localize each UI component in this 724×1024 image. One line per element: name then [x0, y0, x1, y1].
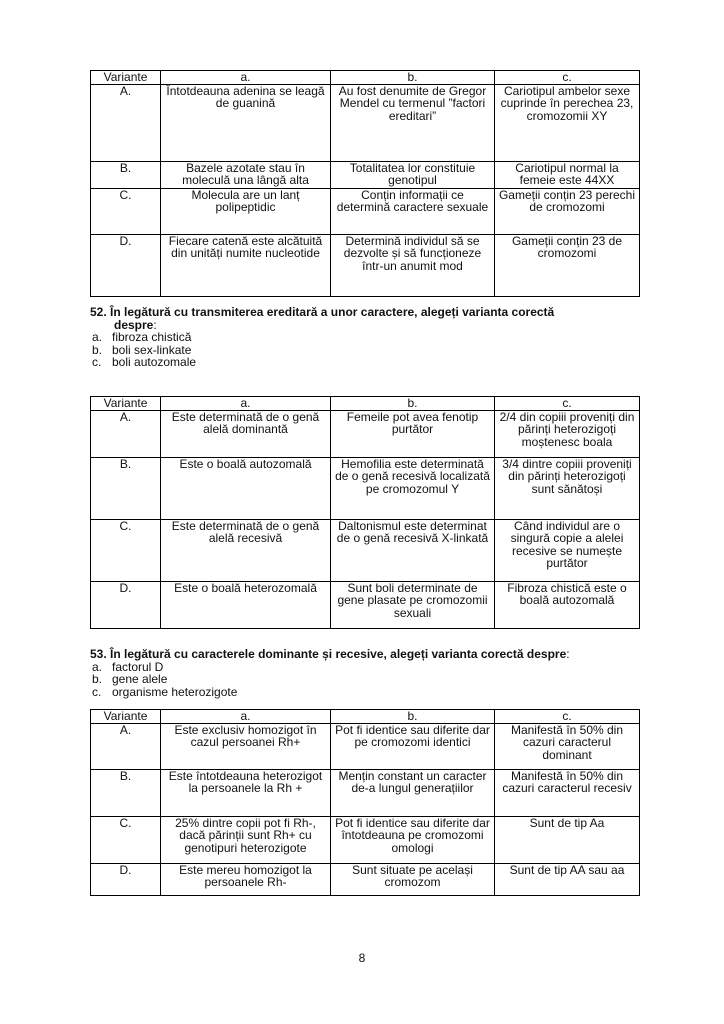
- table-cell: Sunt boli determinate de gene plasate pe cromozomii sexuali: [331, 581, 495, 628]
- table-cell: Este exclusiv homozigot în cazul persoanei Rh+: [161, 723, 331, 769]
- question-number: 52.: [90, 305, 107, 319]
- option-label: c.: [92, 684, 102, 699]
- option-label: b.: [92, 342, 103, 357]
- question-text: În legătură cu caracterele dominante și recesive, alegeți varianta corectă despre: [110, 647, 567, 661]
- header-cell: c.: [495, 71, 640, 85]
- variant-cell: A.: [91, 410, 161, 457]
- header-cell: a.: [161, 71, 331, 85]
- table-cell: Când individul are o singură copie a alelei recesive se numește purtător: [495, 519, 640, 581]
- table-cell: Daltonismul este determinat de o genă recesivă X-linkată: [331, 519, 495, 581]
- table-row: [91, 519, 640, 581]
- table-cell: Sunt de tip Aa: [495, 816, 640, 863]
- table-cell: Este o boală autozomală: [161, 457, 331, 519]
- table-row: [91, 188, 640, 234]
- option-label: c.: [92, 355, 102, 370]
- table-cell: Sunt situate pe același cromozom: [331, 863, 495, 895]
- question-colon: :: [566, 647, 570, 661]
- table-header-row: [91, 710, 640, 724]
- table-cell: Determină individul să se dezvolte și să funcționeze într-un anumit mod: [331, 234, 495, 296]
- option-text: boli sex-linkate: [112, 342, 192, 357]
- table-cell: Pot fi identice sau diferite dar întotdeauna pe cromozomi omologi: [331, 816, 495, 863]
- question-52: [90, 306, 650, 369]
- list-item: [92, 659, 650, 674]
- question-text: În legătură cu transmiterea ereditară a unor caractere, alegeți varianta corectă: [110, 305, 555, 319]
- table-row: [91, 410, 640, 457]
- variant-cell: C.: [91, 188, 161, 234]
- question-53: [90, 648, 650, 698]
- header-cell: a.: [161, 710, 331, 724]
- table-row: [91, 581, 640, 628]
- table-row: [91, 723, 640, 769]
- option-label: b.: [92, 672, 103, 687]
- table-cell: Mențin constant un caracter de-a lungul generațiilor: [331, 769, 495, 816]
- option-text: factorul D: [112, 659, 164, 674]
- table-cell: Fiecare catenă este alcătuită din unități numite nucleotide: [161, 234, 331, 296]
- table-cell: Manifestă în 50% din cazuri caracterul dominant: [495, 723, 640, 769]
- options-list: [90, 331, 650, 369]
- table-cell: 3/4 dintre copiii proveniți din părinți heterozigoți sunt sănătoși: [495, 457, 640, 519]
- table-cell: 2/4 din copiii proveniți din părinți heterozigoți moștenesc boala: [495, 410, 640, 457]
- table-cell: Au fost denumite de Gregor Mendel cu termenul ”factori ereditari”: [331, 84, 495, 161]
- q51-table: [90, 70, 640, 297]
- table-row: [91, 84, 640, 161]
- variant-cell: A.: [91, 723, 161, 769]
- variant-cell: B.: [91, 161, 161, 188]
- option-text: gene alele: [112, 672, 168, 687]
- table-cell: Este determinată de o genă alelă recesivă: [161, 519, 331, 581]
- variant-cell: D.: [91, 581, 161, 628]
- table-cell: Sunt de tip AA sau aa: [495, 863, 640, 895]
- table-cell: 25% dintre copii pot fi Rh-, dacă părinții sunt Rh+ cu genotipuri heterozigote: [161, 816, 331, 863]
- table-cell: Molecula are un lanț polipeptidic: [161, 188, 331, 234]
- header-cell: a.: [161, 397, 331, 411]
- question-title: [90, 306, 650, 331]
- table-cell: Femeile pot avea fenotip purtător: [331, 410, 495, 457]
- table-cell: Gameții conțin 23 perechi de cromozomi: [495, 188, 640, 234]
- header-cell: Variante: [91, 71, 161, 85]
- table-cell: Este mereu homozigot la persoanele Rh-: [161, 863, 331, 895]
- header-cell: Variante: [91, 397, 161, 411]
- variant-cell: B.: [91, 769, 161, 816]
- question-colon: :: [153, 317, 157, 332]
- question-text-cont: despre: [114, 317, 154, 332]
- table-cell: Întotdeauna adenina se leagă de guanină: [161, 84, 331, 161]
- header-cell: b.: [331, 397, 495, 411]
- header-cell: c.: [495, 397, 640, 411]
- table-cell: Conțin informații ce determină caractere sexuale: [331, 188, 495, 234]
- question-title: [90, 648, 650, 661]
- options-list: [90, 661, 650, 699]
- table-cell: Gameții conțin 23 de cromozomi: [495, 234, 640, 296]
- table-row: [91, 161, 640, 188]
- list-item: [92, 355, 650, 370]
- option-text: organisme heterozigote: [112, 684, 238, 699]
- table-cell: Pot fi identice sau diferite dar pe cromozomi identici: [331, 723, 495, 769]
- table-row: [91, 816, 640, 863]
- list-item: [92, 330, 650, 345]
- option-label: a.: [92, 659, 103, 674]
- page-number: 8: [358, 951, 366, 965]
- table-cell: Cariotipul ambelor sexe cuprinde în perechea 23, cromozomii XY: [495, 84, 640, 161]
- table-cell: Bazele azotate stau în moleculă una lângă alta: [161, 161, 331, 188]
- table-cell: Manifestă în 50% din cazuri caracterul recesiv: [495, 769, 640, 816]
- list-item: [92, 684, 650, 699]
- table-row: [91, 457, 640, 519]
- variant-cell: C.: [91, 816, 161, 863]
- q52-table: [90, 396, 640, 629]
- header-cell: b.: [331, 710, 495, 724]
- option-text: boli autozomale: [112, 355, 197, 370]
- variant-cell: D.: [91, 863, 161, 895]
- header-cell: c.: [495, 710, 640, 724]
- header-cell: Variante: [91, 710, 161, 724]
- variant-cell: D.: [91, 234, 161, 296]
- table-cell: Fibroza chistică este o boală autozomală: [495, 581, 640, 628]
- table-row: [91, 234, 640, 296]
- table-row: [91, 863, 640, 895]
- table-cell: Este întotdeauna heterozigot la persoanele la Rh +: [161, 769, 331, 816]
- option-text: fibroza chistică: [112, 330, 192, 345]
- table-cell: Totalitatea lor constituie genotipul: [331, 161, 495, 188]
- option-label: a.: [92, 330, 103, 345]
- header-cell: b.: [331, 71, 495, 85]
- table-cell: Este determinată de o genă alelă dominantă: [161, 410, 331, 457]
- table-row: [91, 769, 640, 816]
- variant-cell: B.: [91, 457, 161, 519]
- table-cell: Este o boală heterozomală: [161, 581, 331, 628]
- table-cell: Cariotipul normal la femeie este 44XX: [495, 161, 640, 188]
- table-header-row: [91, 397, 640, 411]
- question-number: 53.: [90, 647, 107, 661]
- variant-cell: A.: [91, 84, 161, 161]
- q53-table: [90, 709, 640, 896]
- variant-cell: C.: [91, 519, 161, 581]
- table-cell: Hemofilia este determinată de o genă recesivă localizată pe cromozomul Y: [331, 457, 495, 519]
- table-header-row: [91, 71, 640, 85]
